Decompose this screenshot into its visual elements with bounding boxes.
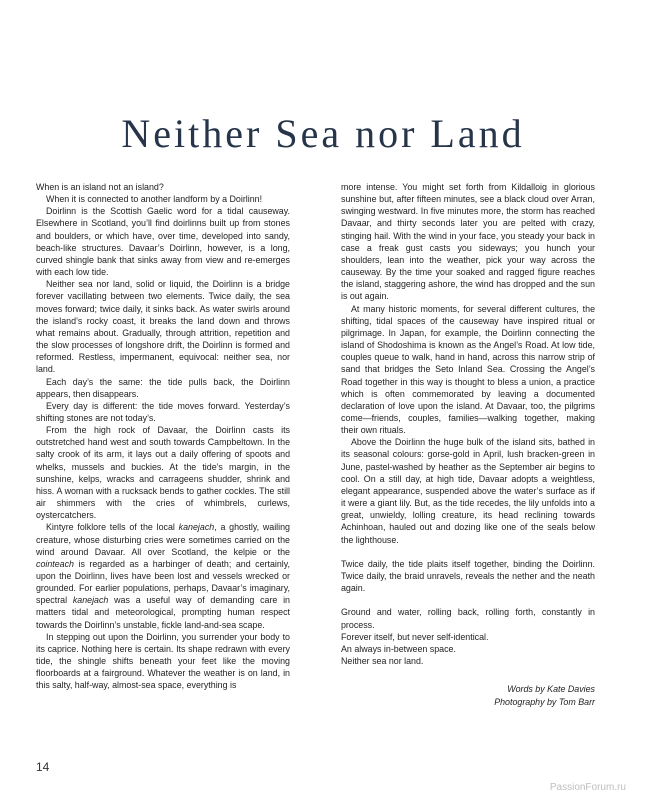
credit-words: Words by Kate Davies: [507, 684, 595, 695]
paragraph-gap: [341, 546, 595, 558]
paragraph: Kintyre folklore tells of the local kanejach, a ghostly, wailing creature, whose disturbing cries were sometimes carried on the wind around Davaar. All over Scotland, the kelpie or the cointeach is regarded as a harbinger of death; and certainly, upon the Doirlinn, lives have been lost and vessels wrecked or grounded. For earlier populations, perhaps, Davaar’s imaginary, spectral kanejach was a useful way of demanding care in matters tidal and meteorological, prompting human respect towards the Doirlinn’s unstable, fickle land-and-sea scape.: [36, 522, 290, 630]
paragraph: Forever itself, but never self-identical.: [341, 631, 489, 642]
paragraph: Above the Doirlinn the huge bulk of the island sits, bathed in its seasonal colours: gorse-gold in April, lush bracken-green in June, pastel-washed by heather as the September air begins to cool. On a still day, at high tide, Davaar adopts a weightless, elegant appearance, suspended above the water’s surface as if it were a giant lily. But, as the tide recedes, the lily unfolds into a great, unwieldy, lolling creature, its head reclining towards Achinhoan, hauled out and dozing like one of the seals below the lighthouse.: [341, 437, 595, 545]
watermark: PassionForum.ru: [549, 782, 626, 793]
paragraph: An always in-between space.: [341, 643, 456, 654]
paragraph: In stepping out upon the Doirlinn, you surrender your body to its caprice. Nothing here is certain. Its shape redrawn with every tide, the shingle shifts beneath your feet like the moving floorboards at a fairground. Whatever the weather is on land, in this salty, half-way, almost-sea space, everything is: [36, 631, 290, 691]
credit-photography: Photography by Tom Barr: [494, 696, 595, 707]
paragraph: At many historic moments, for several different cultures, the shifting, tidal spaces of the causeway have inspired ritual or pilgrimage. In Japan, for example, the Doirlinn connecting the island of Shodoshima is known as the Angel’s Road. At low tide, couples queue to walk, hand in hand, across this narrow strip of sand that bridges the Seto Inland Sea. Crossing the Angel’s Road together in this way is thought to bless a union, a practice which is often commemorated by leaving a documented declaration of love upon the island. At Davaar, too, the pilgrims come—friends, couples, families—walking together, making their own rituals.: [341, 303, 595, 436]
paragraph: From the high rock of Davaar, the Doirlinn casts its outstretched hand west and south towards Campbeltown. In the salty crook of its arm, it lays out a daily offering of spoots and whelks, mussels and buckies. At the tide’s margin, in the sunshine, kelps, wracks and carrageens shudder, shrink and hiss. A woman with a rucksack bends to gather cockles. The still air shimmers with the cries of whimbrels, curlews, oystercatchers.: [36, 425, 290, 521]
paragraph: Every day is different: the tide moves forward. Yesterday’s shifting stones are not today’s.: [36, 400, 290, 423]
paragraph-gap: [341, 594, 595, 606]
spacer: [341, 667, 595, 679]
paragraph: more intense. You might set forth from Kildalloig in glorious sunshine but, after fifteen minutes, see a black cloud over Arran, swinging westward. In five minutes more, the storm has reached Davaar, and thirty seconds later you are pelted with crazy, stinging hail. With the wind in your face, you steady your back in case a freak gust casts you sideways; you hunch your shoulders, lean into the weather, pick your way across the causeway. By the time your soaked and ragged figure reaches the island, staggering ashore, the wind has dropped and the sun is out again.: [341, 182, 595, 302]
paragraph: When it is connected to another landform by a Doirlinn!: [46, 194, 263, 205]
paragraph: Doirlinn is the Scottish Gaelic word for a tidal causeway. Elsewhere in Scotland, you’ll find doirlinns built up from stones and boulders, or which have, over time, developed into sandy, beach-like structures. Davaar’s Doirlinn, however, is a long, curved shingle bank that sinks away from view and re-emerges with each low tide.: [36, 206, 290, 278]
right-column-text: [341, 181, 595, 667]
paragraph: Twice daily, the tide plaits itself together, binding the Doirlinn. Twice daily, the braid unravels, reveals the nether and the neath again.: [341, 558, 595, 594]
left-column: [36, 181, 290, 692]
right-column: [341, 181, 595, 708]
paragraph: Neither sea nor land, solid or liquid, the Doirlinn is a bridge forever vacillating between two elements. Twice daily, the sea moves forward; twice daily, it sinks back. As water swirls around the island’s rocky coast, it breaks the land down and throws what remains about. Gradually, through attrition, repetition and the slow processes of longshore drift, the Doirlinn is formed and reformed. Restless, impermanent, equivocal: neither sea, nor land.: [36, 279, 290, 375]
credits: [341, 683, 595, 707]
page-number: 14: [36, 760, 50, 774]
paragraph: Neither sea nor land.: [341, 656, 424, 667]
paragraph: When is an island not an island?: [36, 182, 164, 192]
article-title: Neither Sea nor Land: [121, 111, 525, 156]
paragraph: Ground and water, rolling back, rolling forth, constantly in process.: [341, 607, 595, 630]
paragraph: Each day’s the same: the tide pulls back, the Doirlinn appears, then disappears.: [36, 376, 290, 399]
